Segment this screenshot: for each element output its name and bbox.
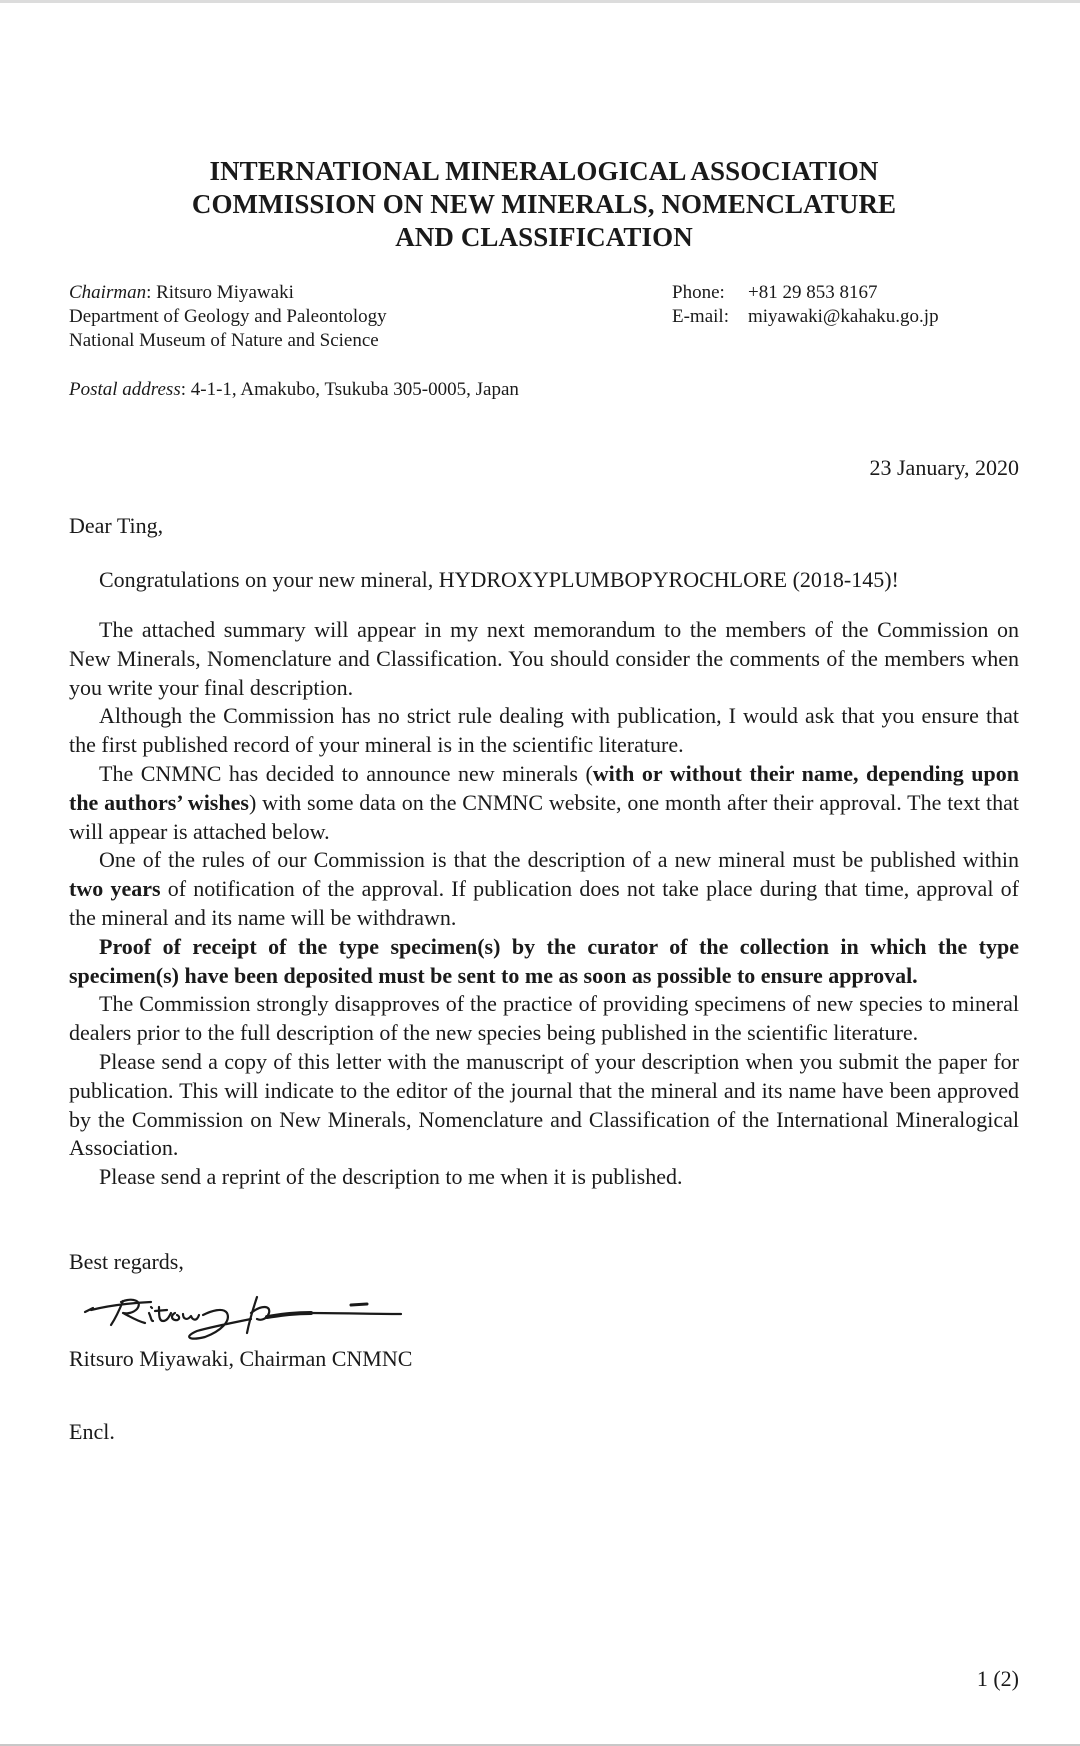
congratulations-line: Congratulations on your new mineral, HYDROXYPLUMBOPYROCHLORE (2018-145)! bbox=[99, 567, 899, 592]
salutation: Dear Ting, bbox=[69, 513, 164, 538]
top-edge-rule bbox=[0, 0, 1080, 3]
institution-line: National Museum of Nature and Science bbox=[69, 330, 379, 351]
postal-address bbox=[69, 378, 519, 402]
phone-value: +81 29 853 8167 bbox=[748, 282, 878, 303]
page-number: 1 (2) bbox=[976, 1666, 1019, 1691]
paragraph-reprint: Please send a reprint of the description to me when it is published. bbox=[99, 1164, 683, 1190]
emphasis-two-years: two years bbox=[69, 876, 161, 902]
paragraph-website-announcement: The CNMNC has decided to announce new minerals (with or without their name, depending upon the authors’ wishes) with some data on the CNMNC website, one month after their approval. The text that will appear is attached below. bbox=[69, 760, 1020, 844]
letterhead-line-3: AND CLASSIFICATION bbox=[395, 222, 693, 252]
chairman-label: Chairman bbox=[69, 282, 147, 303]
paragraph-summary: The attached summary will appear in my next memorandum to the members of the Commission on New Minerals, Nomenclature and Classification. You should consider the comments of the members when you write your final description. bbox=[69, 617, 1019, 700]
paragraph-publication: Although the Commission has no strict rule dealing with publication, I would ask that you ensure that the first published record of your mineral is in the scientific literature. bbox=[69, 703, 1019, 758]
chairman-line bbox=[69, 281, 387, 305]
email-value: miyawaki@kahaku.go.jp bbox=[748, 306, 939, 327]
letterhead-line-1: INTERNATIONAL MINERALOGICAL ASSOCIATION bbox=[209, 156, 879, 186]
closing: Best regards, bbox=[69, 1249, 184, 1274]
handwritten-signature bbox=[71, 1283, 411, 1343]
sender-block bbox=[69, 281, 387, 353]
phone-row bbox=[672, 281, 939, 305]
letterhead bbox=[69, 155, 1019, 254]
chairman-name: : Ritsuro Miyawaki bbox=[146, 282, 294, 303]
email-label: E-mail: bbox=[672, 306, 729, 327]
emphasis-name-wishes: with or without their name, depending upon the authors’ wishes bbox=[69, 760, 1019, 815]
postal-label: Postal address bbox=[69, 379, 181, 400]
phone-label: Phone: bbox=[672, 282, 725, 303]
enclosure-note: Encl. bbox=[69, 1419, 115, 1444]
department-line: Department of Geology and Paleontology bbox=[69, 306, 387, 327]
paragraph-type-specimen bbox=[69, 933, 1019, 991]
email-row bbox=[672, 305, 939, 329]
paragraph-manuscript-copy: Please send a copy of this letter with the manuscript of your description when you submit the paper for publication. This will indicate to the editor of the journal that the mineral and its name have been approved by the Commission on New Minerals, Nomenclature and Classification of the International Mineralogical Association. bbox=[69, 1048, 1019, 1161]
postal-value: : 4-1-1, Amakubo, Tsukuba 305-0005, Japan bbox=[180, 379, 519, 400]
emphasis-type-specimen: Proof of receipt of the type specimen(s) by the curator of the collection in which the type specimen(s) have been deposited must be sent to me as soon as possible to ensure approval. bbox=[69, 933, 1019, 988]
signer-name: Ritsuro Miyawaki, Chairman CNMNC bbox=[69, 1346, 413, 1371]
contact-block bbox=[672, 281, 939, 329]
letter-body bbox=[69, 616, 1019, 1192]
paragraph-dealers: The Commission strongly disapproves of the practice of providing specimens of new species to mineral dealers prior to the full description of the new species being published in the scientific literature. bbox=[69, 991, 1019, 1046]
letter-date: 23 January, 2020 bbox=[869, 455, 1019, 480]
letterhead-line-2: COMMISSION ON NEW MINERALS, NOMENCLATURE bbox=[191, 189, 897, 219]
paragraph-two-year-rule: One of the rules of our Commission is that the description of a new mineral must be published within two years of notification of the approval. If publication does not take place during that time, approval of the mineral and its name will be withdrawn. bbox=[69, 847, 1019, 930]
